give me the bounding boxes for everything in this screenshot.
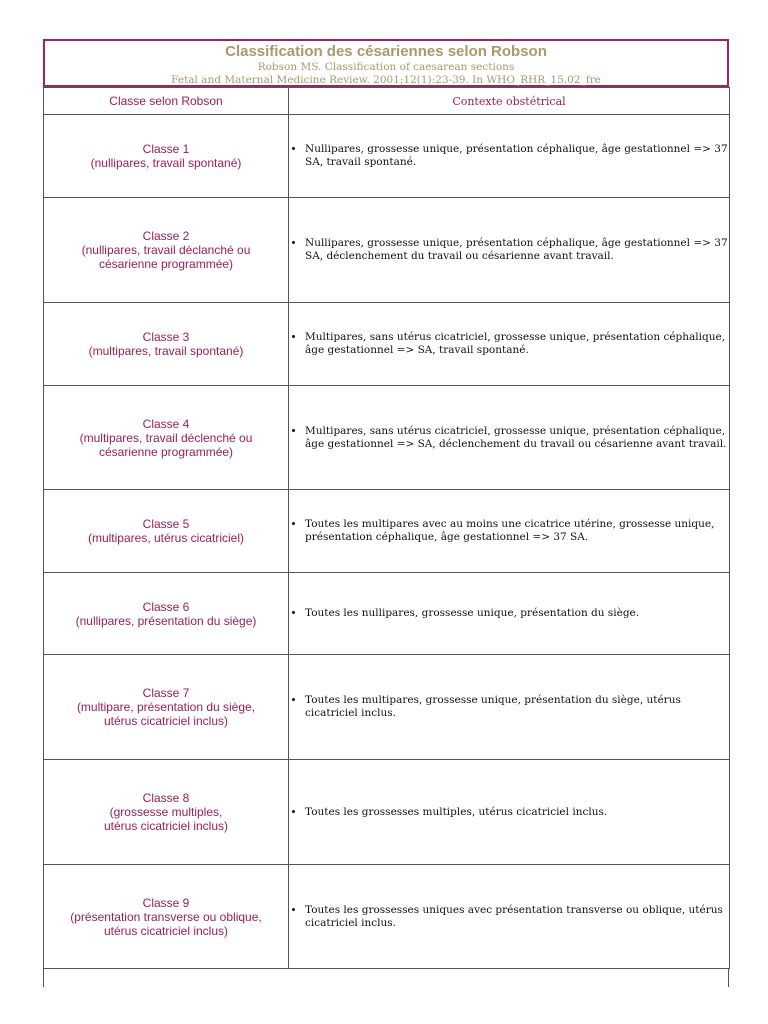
table-row	[44, 303, 730, 386]
table-row	[44, 386, 730, 490]
context-item: • Toutes les multipares avec au moins une cicatrice utérine, grossesse unique, présentation céphalique, âge gestationnel => 37 SA.	[305, 518, 729, 544]
class-name: Classe 8	[142, 791, 190, 805]
context-item: • Nullipares, grossesse unique, présentation céphalique, âge gestationnel => 37 SA, déclenchement du travail ou césarienne avant travail.	[305, 237, 729, 263]
context-cell	[289, 655, 730, 760]
context-cell	[289, 303, 730, 386]
context-cell	[289, 865, 730, 969]
table-row	[44, 655, 730, 760]
document-title: Classification des césariennes selon Robson	[225, 43, 547, 60]
class-description: (grossesse multiples, utérus cicatriciel inclus)	[103, 805, 229, 833]
class-cell	[44, 655, 289, 760]
class-description: (nullipares, travail déclanché ou césarienne programmée)	[81, 243, 251, 271]
table-header-row	[44, 88, 730, 115]
class-description: (nullipares, présentation du siège)	[75, 613, 257, 628]
class-cell	[44, 573, 289, 655]
table-row	[44, 760, 730, 865]
class-description: (multipares, travail spontané)	[88, 344, 244, 358]
class-cell	[44, 303, 289, 386]
class-name: Classe 3	[142, 330, 190, 344]
title-box	[43, 39, 729, 87]
class-cell	[44, 760, 289, 865]
table-continuation	[43, 969, 729, 987]
class-name: Classe 9	[142, 895, 190, 910]
table-row	[44, 865, 730, 969]
context-item: • Nullipares, grossesse unique, présentation céphalique, âge gestationnel => 37 SA, travail spontané.	[305, 143, 729, 169]
table-row	[44, 573, 730, 655]
column-header-context: Contexte obstétrical	[289, 88, 730, 115]
class-name: Classe 4	[142, 416, 190, 431]
context-item: • Toutes les nullipares, grossesse unique, présentation du siège.	[305, 607, 729, 620]
class-cell	[44, 386, 289, 490]
reference-line-2: Fetal and Maternal Medicine Review. 2001;12(1):23-39. In WHO_RHR_15.02_fre	[171, 74, 601, 86]
class-name: Classe 1	[142, 142, 190, 156]
class-description: (présentation transverse ou oblique, utérus cicatriciel inclus)	[70, 909, 262, 938]
table-row	[44, 115, 730, 198]
document-sheet	[43, 39, 729, 987]
class-cell	[44, 115, 289, 198]
context-cell	[289, 115, 730, 198]
class-cell	[44, 198, 289, 303]
context-cell	[289, 760, 730, 865]
context-item: • Multipares, sans utérus cicatriciel, grossesse unique, présentation céphalique, âge gestationnel => SA, déclenchement du travail ou césarienne avant travail.	[305, 425, 729, 451]
robson-table	[43, 87, 730, 969]
table-row	[44, 198, 730, 303]
class-name: Classe 7	[142, 686, 190, 700]
class-cell	[44, 865, 289, 969]
context-cell	[289, 573, 730, 655]
class-name: Classe 6	[142, 599, 190, 614]
context-item: • Toutes les grossesses uniques avec présentation transverse ou oblique, utérus cicatriciel inclus.	[305, 904, 729, 930]
context-cell	[289, 490, 730, 573]
class-description: (nullipares, travail spontané)	[90, 156, 242, 170]
class-name: Classe 5	[142, 517, 190, 531]
context-item: • Multipares, sans utérus cicatriciel, grossesse unique, présentation céphalique, âge gestationnel => SA, travail spontané.	[305, 331, 729, 357]
context-cell	[289, 386, 730, 490]
class-cell	[44, 490, 289, 573]
context-cell	[289, 198, 730, 303]
table-row	[44, 490, 730, 573]
context-item: • Toutes les multipares, grossesse unique, présentation du siège, utérus cicatriciel inclus.	[305, 694, 729, 720]
column-header-class: Classe selon Robson	[44, 88, 289, 115]
class-description: (multipares, utérus cicatriciel)	[87, 531, 245, 545]
class-name: Classe 2	[142, 229, 190, 243]
class-description: (multipare, présentation du siège, utérus cicatriciel inclus)	[76, 700, 256, 728]
context-item: • Toutes les grossesses multiples, utérus cicatriciel inclus.	[305, 806, 729, 819]
class-description: (multipares, travail déclenché ou césarienne programmée)	[79, 430, 253, 459]
reference-line-1: Robson MS. Classification of caesarean sections	[257, 61, 515, 73]
